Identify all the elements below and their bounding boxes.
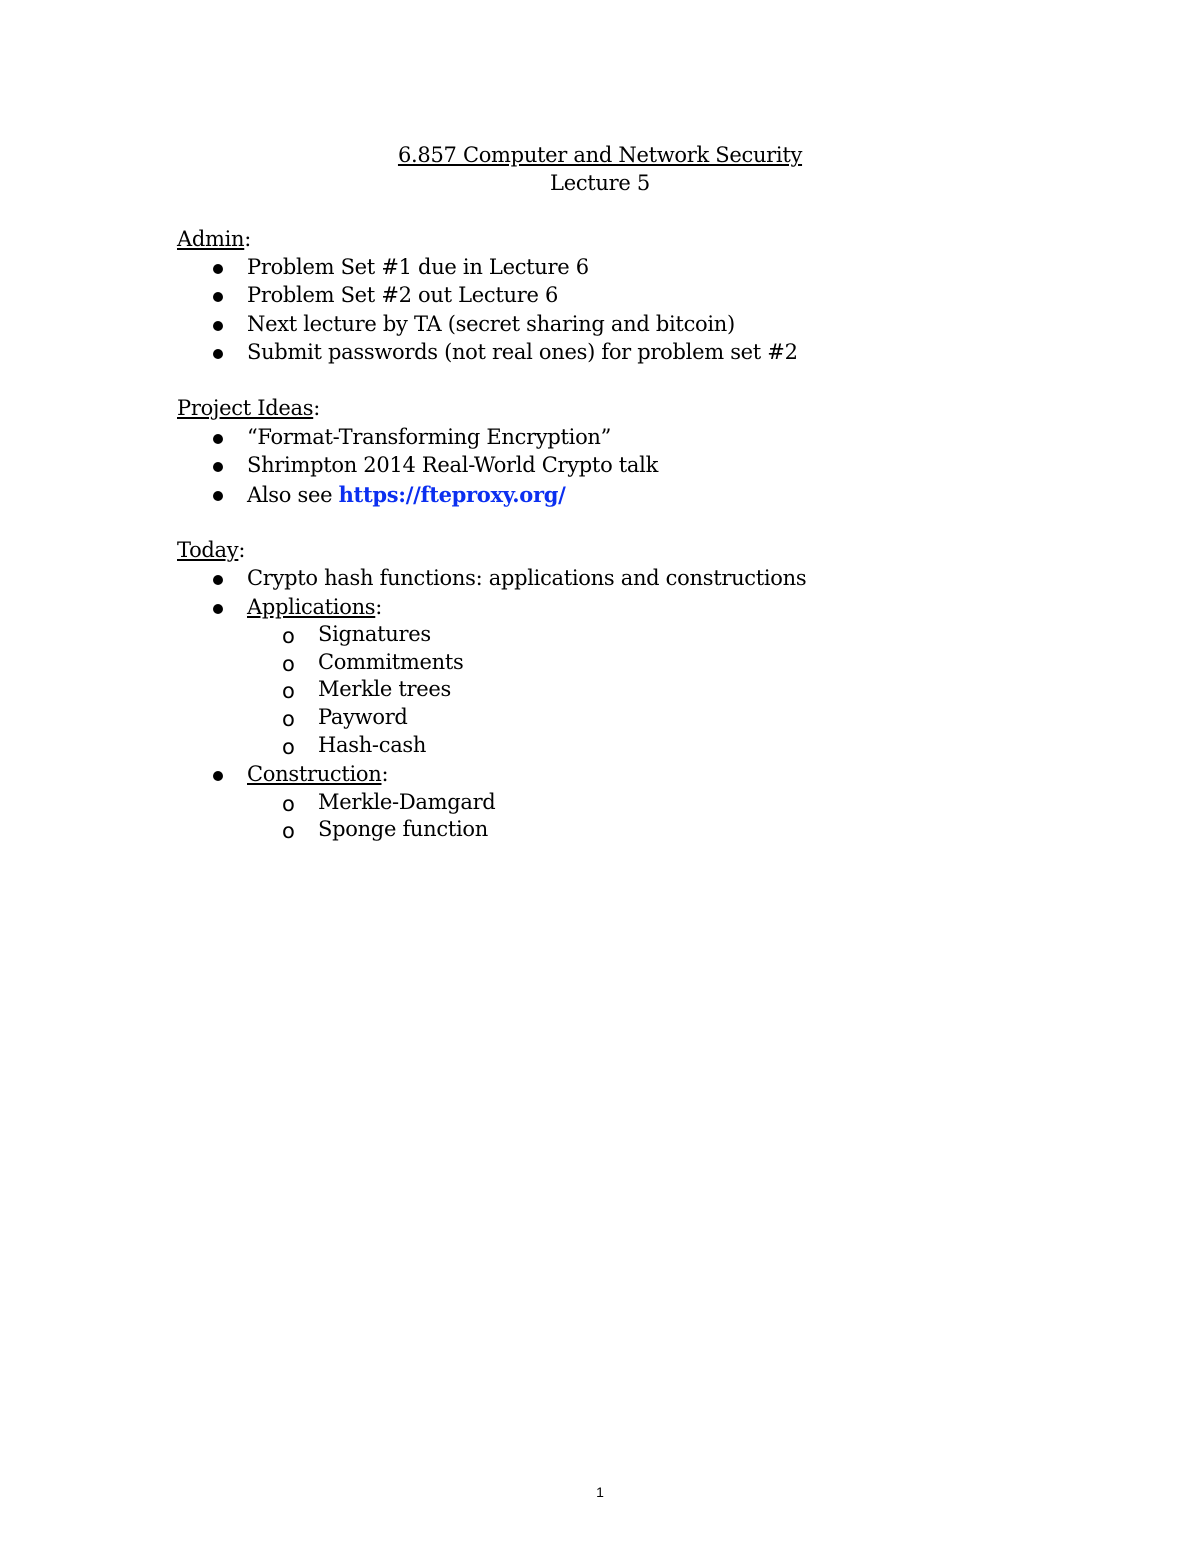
applications-heading [247, 595, 382, 619]
circle-bullet-icon: o [282, 792, 295, 816]
bullet-icon [213, 321, 223, 331]
fteproxy-link[interactable]: https://fteproxy.org/ [338, 482, 566, 507]
admin-item: Problem Set #1 due in Lecture 6 [247, 255, 589, 279]
circle-bullet-icon: o [282, 652, 295, 676]
bullet-icon [213, 264, 223, 274]
document-subtitle: Lecture 5 [550, 171, 650, 195]
bullet-icon [213, 434, 223, 444]
circle-bullet-icon: o [282, 735, 295, 759]
admin-heading [177, 227, 251, 251]
application-item: Merkle trees [318, 677, 452, 701]
project-idea-item: Shrimpton 2014 Real-World Crypto talk [247, 453, 658, 477]
bullet-icon [213, 771, 223, 781]
project-idea-item: “Format-Transforming Encryption” [247, 425, 612, 449]
bullet-icon [213, 349, 223, 359]
bullet-icon [213, 292, 223, 302]
circle-bullet-icon: o [282, 624, 295, 648]
admin-item: Problem Set #2 out Lecture 6 [247, 283, 559, 307]
construction-heading [247, 762, 388, 786]
bullet-icon [213, 462, 223, 472]
page-number: 1 [596, 1484, 604, 1500]
today-heading-label: Today [177, 538, 239, 562]
circle-bullet-icon: o [282, 679, 295, 703]
project-ideas-heading-colon: : [313, 396, 320, 420]
admin-heading-label: Admin [177, 227, 245, 251]
construction-label: Construction [247, 762, 382, 786]
project-ideas-heading-label: Project Ideas [177, 396, 314, 420]
admin-item: Submit passwords (not real ones) for problem set #2 [247, 340, 798, 364]
application-item: Signatures [318, 622, 431, 646]
applications-label: Applications [247, 595, 376, 619]
bullet-icon [213, 491, 223, 501]
application-item: Commitments [318, 650, 464, 674]
admin-heading-colon: : [244, 227, 252, 251]
circle-bullet-icon: o [282, 707, 295, 731]
construction-item: Merkle-Damgard [318, 790, 496, 814]
application-item: Payword [318, 705, 408, 729]
admin-item: Next lecture by TA (secret sharing and bitcoin) [247, 312, 735, 336]
construction-item: Sponge function [318, 817, 488, 841]
project-idea-item [247, 482, 565, 507]
today-heading [177, 538, 245, 562]
today-heading-colon: : [238, 538, 246, 562]
document-title: 6.857 Computer and Network Security [397, 143, 803, 167]
project-ideas-heading [177, 396, 320, 420]
construction-colon: : [381, 762, 389, 786]
application-item: Hash-cash [318, 733, 427, 757]
bullet-icon [213, 575, 223, 585]
applications-colon: : [375, 595, 383, 619]
today-item: Crypto hash functions: applications and constructions [247, 566, 807, 590]
also-see-text: Also see [247, 483, 339, 507]
bullet-icon [213, 604, 223, 614]
circle-bullet-icon: o [282, 819, 295, 843]
